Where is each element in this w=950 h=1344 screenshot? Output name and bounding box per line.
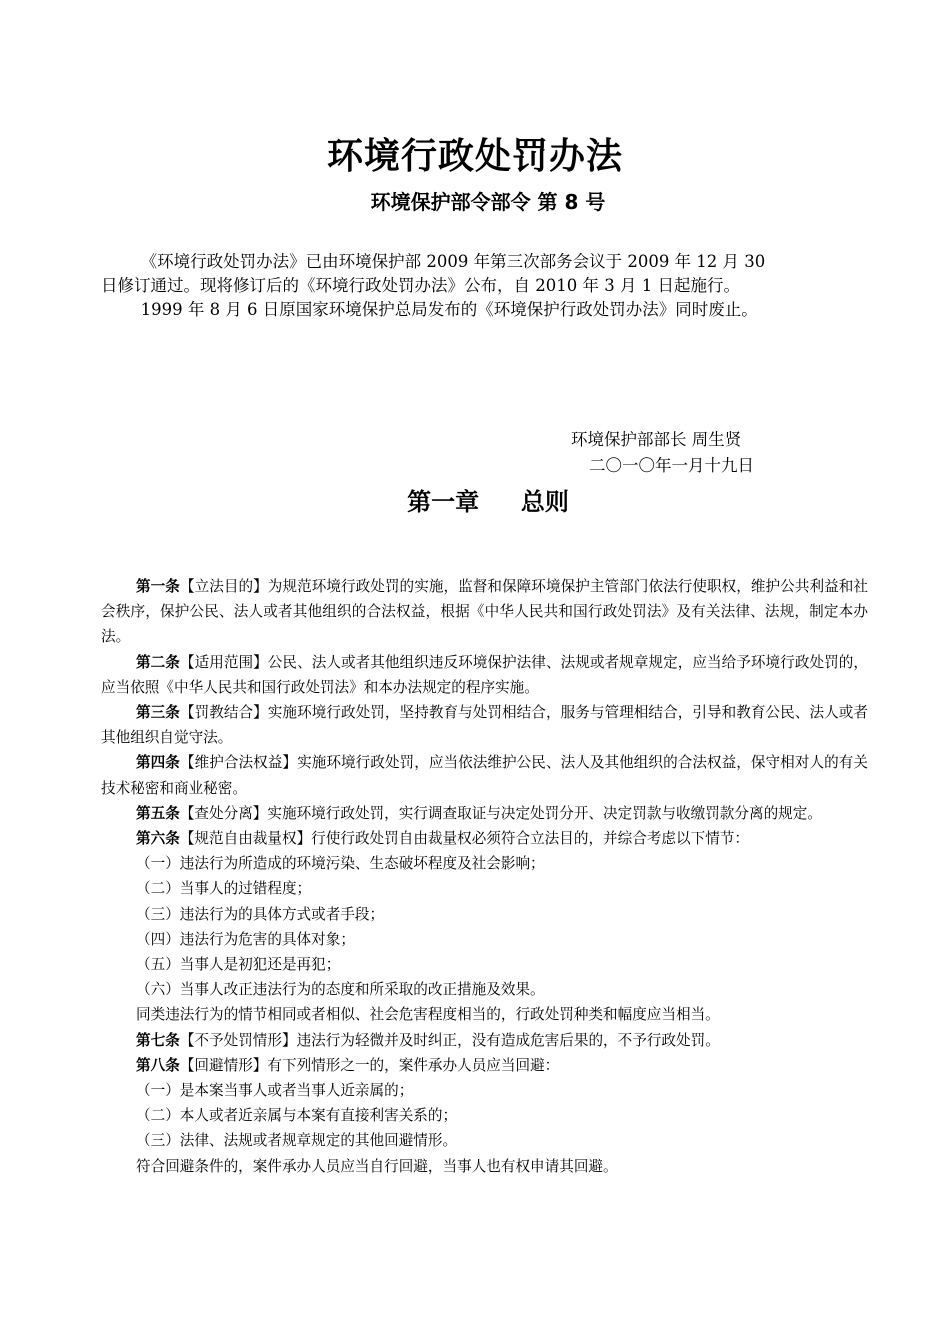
article (101, 1028, 868, 1053)
article (101, 1053, 868, 1078)
article-number: 第五条 (136, 804, 180, 822)
list-item: （六）当事人改正违法行为的态度和所采取的改正措施及效果。 (136, 981, 545, 999)
article (101, 750, 868, 800)
signature-date: 二〇一〇年一月十九日 (589, 456, 754, 475)
decree-number: 环境保护部令部令 第 8 号 (370, 190, 606, 214)
article-text: 【不予处罚情形】违法行为轻微并及时纠正，没有造成危害后果的，不予行政处罚。 (179, 1031, 720, 1049)
notice-line: 日修订通过。现将修订后的《环境行政处罚办法》公布，自 2010 年 3 月 1 日起施行。 (101, 276, 740, 295)
article-text: 【罚教结合】实施环境行政处罚，坚持教育与处罚相结合，服务与管理相结合，引导和教育公民、法人或者其他组织自觉守法。 (101, 704, 868, 747)
list-item: （一）是本案当事人或者当事人近亲属的； (136, 1082, 414, 1100)
article-number: 第八条 (136, 1056, 180, 1074)
list-item: （三）法律、法规或者规章规定的其他回避情形。 (136, 1132, 458, 1150)
list-item: （四）违法行为危害的具体对象； (136, 930, 355, 948)
document-title: 环境行政处罚办法 (326, 136, 623, 177)
promulgation-notice (101, 250, 861, 322)
list-item: （二）当事人的过错程度； (136, 880, 312, 898)
article-text: 【查处分离】实施环境行政处罚，实行调查取证与决定处罚分开、决定罚款与收缴罚款分离的规定。 (179, 804, 822, 822)
article-text: 【适用范围】公民、法人或者其他组织违反环境保护法律、法规或者规章规定，应当给予环境行政处罚的，应当依照《中华人民共和国行政处罚法》和本办法规定的程序实施。 (101, 653, 868, 696)
article (101, 574, 868, 650)
article-number: 第二条 (136, 653, 180, 671)
signatory: 环境保护部部长 周生贤 (571, 430, 742, 449)
article (101, 826, 868, 851)
article-paragraph: 符合回避条件的，案件承办人员应当自行回避，当事人也有权申请其回避。 (136, 1157, 618, 1175)
article (101, 801, 868, 826)
article-paragraph: 同类违法行为的情节相同或者相似、社会危害程度相当的，行政处罚种类和幅度应当相当。 (136, 1006, 720, 1024)
article-text: 【立法目的】为规范环境行政处罚的实施，监督和保障环境保护主管部门依法行使职权，维护公共利益和社会秩序，保护公民、法人或者其他组织的合法权益，根据《中华人民共和国行政处罚法》及有关法律、法规，制定本办法。 (101, 578, 868, 646)
list-item: （三）违法行为的具体方式或者手段； (136, 905, 385, 923)
notice-line: 1999 年 8 月 6 日原国家环境保护总局发布的《环境保护行政处罚办法》同时废止。 (140, 300, 758, 319)
articles-body (101, 574, 868, 1179)
list-item: （五）当事人是初犯还是再犯； (136, 956, 341, 974)
list-item: （二）本人或者近亲属与本案有直接利害关系的； (136, 1107, 458, 1125)
article-text: 【回避情形】有下列情形之一的，案件承办人员应当回避： (179, 1056, 560, 1074)
article-number: 第七条 (136, 1031, 180, 1049)
article (101, 700, 868, 750)
article-text: 【规范自由裁量权】行使行政处罚自由裁量权必须符合立法目的，并综合考虑以下情节： (179, 830, 749, 848)
article-number: 第四条 (136, 754, 180, 772)
chapter-heading: 第一章 总则 (407, 488, 569, 516)
list-item: （一）违法行为所造成的环境污染、生态破坏程度及社会影响； (136, 855, 545, 873)
article-text: 【维护合法权益】实施环境行政处罚，应当依法维护公民、法人及其他组织的合法权益，保守相对人的有关技术秘密和商业秘密。 (101, 754, 868, 797)
notice-line: 《环境行政处罚办法》已由环境保护部 2009 年第三次部务会议于 2009 年 12 月 30 (140, 252, 766, 271)
article (101, 650, 868, 700)
article-number: 第三条 (136, 704, 180, 722)
article-number: 第六条 (136, 830, 180, 848)
article-number: 第一条 (136, 578, 180, 595)
